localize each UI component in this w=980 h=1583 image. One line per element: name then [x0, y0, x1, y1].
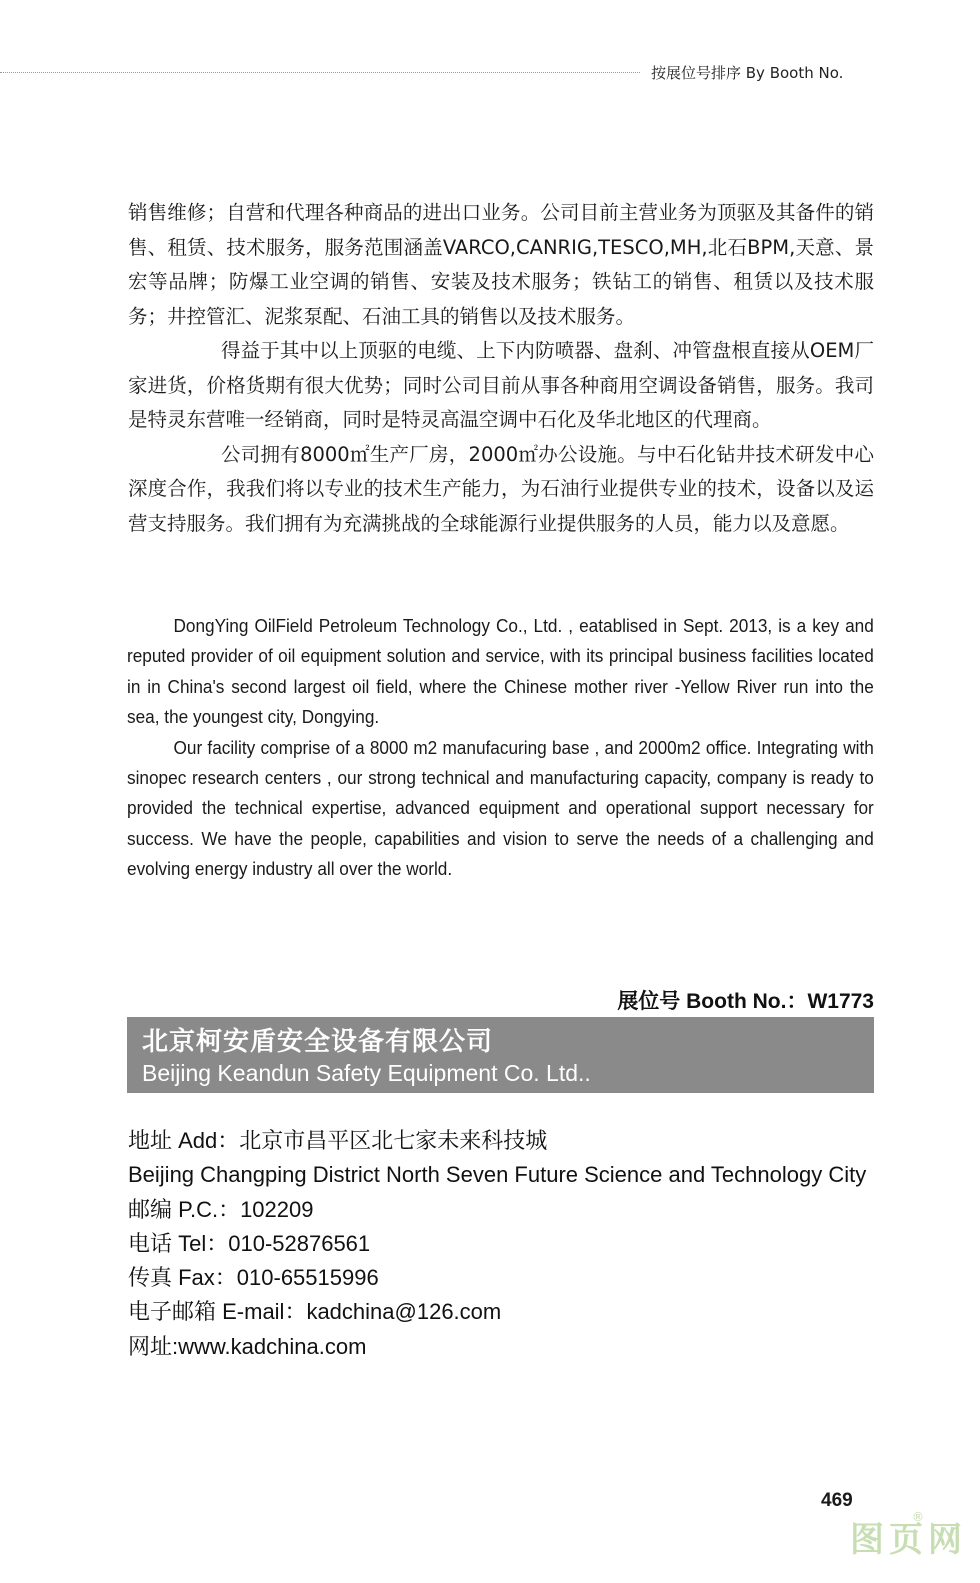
en-paragraph-2: Our facility comprise of a 8000 m2 manufacuring base , and 2000m2 office. Integrating with sinopec research centers , our strong technical and manufacturing capacity, company is ready to provided the technical expertise, advanced equipment and operational support necessary for success. We have the people, capabilities and vision to serve the needs of a challenging and evolving energy industry all over the world. — [127, 736, 874, 880]
company-banner — [127, 1017, 874, 1093]
en-paragraph-1: DongYing OilField Petroleum Technology Co., Ltd. , eatablised in Sept. 2013, is a key and reputed provider of oil equipment solution and service, with its principal business facilities located in in China's second largest oil field, where the Chinese mother river -Yellow River run into the sea, the youngest city, Dongying. — [127, 615, 874, 728]
address-en: Beijing Changping District North Seven Future Science and Technology City — [128, 1162, 867, 1188]
header-label: 按展位号排序 By Booth No. — [651, 64, 844, 82]
watermark-logo: 图页网 — [850, 1520, 967, 1560]
website: 网址:www.kadchina.com — [128, 1333, 367, 1359]
registered-mark: ® — [912, 1510, 924, 1524]
postcode: 邮编 P.C.：102209 — [128, 1196, 314, 1222]
cn-paragraph-2: 得益于其中以上顶驱的电缆、上下内防喷器、盘刹、冲管盘根直接从OEM厂家进货，价格货期有很大优势；同时公司目前从事各种商用空调设备销售，服务。我司是特灵东营唯一经销商，同时是特灵高温空调中石化及华北地区的代理商。 — [128, 339, 874, 431]
chinese-description — [128, 196, 874, 541]
contact-info — [128, 1124, 888, 1364]
cn-paragraph-1: 销售维修；自营和代理各种商品的进出口业务。公司目前主营业务为顶驱及其备件的销售、租赁、技术服务，服务范围涵盖VARCO,CANRIG,TESCO,MH,北石BPM,天意、景宏等品牌；防爆工业空调的销售、安装及技术服务；铁钻工的销售、租赁以及技术服务；井控管汇、泥浆泵配、石油工具的销售以及技术服务。 — [128, 201, 874, 328]
header-dotted-rule — [0, 72, 640, 73]
address-cn: 地址 Add：北京市昌平区北七家未来科技城 — [128, 1128, 548, 1153]
booth-number: 展位号 Booth No.：W1773 — [617, 990, 874, 1013]
company-name-en: Beijing Keandun Safety Equipment Co. Ltd.. — [142, 1060, 591, 1086]
telephone: 电话 Tel：010-52876561 — [128, 1230, 371, 1256]
email: 电子邮箱 E-mail：kadchina@126.com — [128, 1299, 502, 1325]
page-number: 469 — [821, 1490, 853, 1511]
english-description — [127, 611, 874, 885]
cn-paragraph-3: 公司拥有8000㎡生产厂房，2000㎡办公设施。与中石化钻井技术研发中心深度合作，我我们将以专业的技术生产能力，为石油行业提供专业的技术，设备以及运营支持服务。我们拥有为充满挑战的全球能源行业提供服务的人员，能力以及意愿。 — [128, 442, 874, 535]
fax: 传真 Fax：010-65515996 — [128, 1265, 379, 1291]
company-name-cn: 北京柯安盾安全设备有限公司 — [142, 1027, 494, 1057]
